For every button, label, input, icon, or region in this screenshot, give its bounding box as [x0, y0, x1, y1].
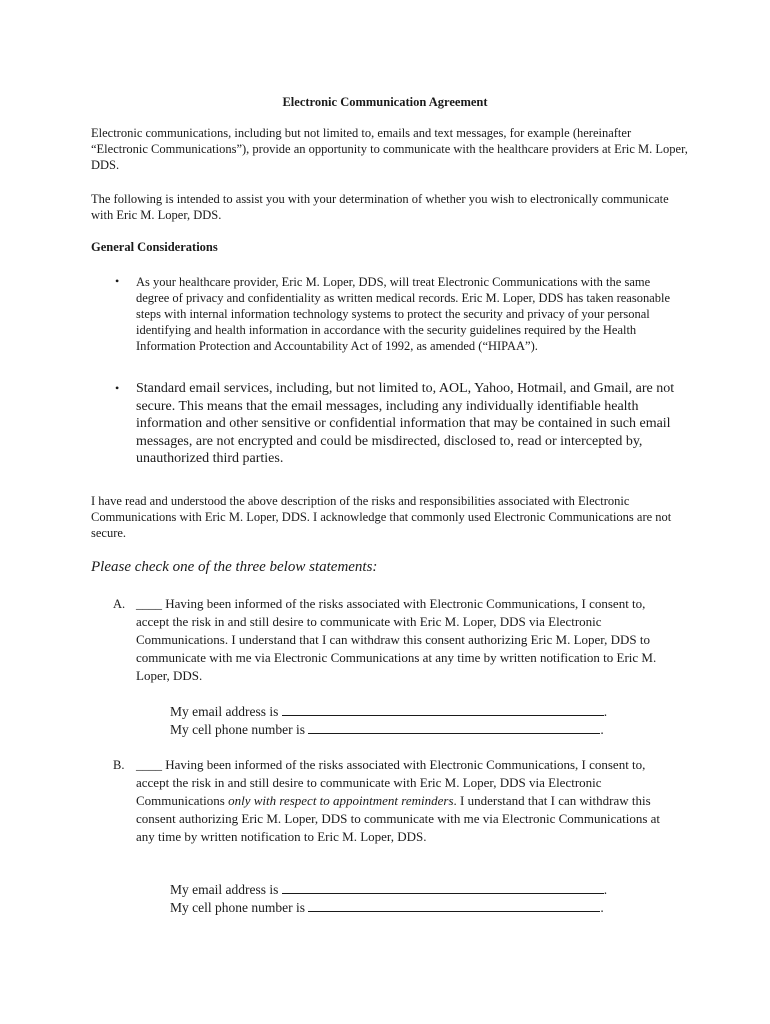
option-b-text-italic: only with respect to appointment reminders	[228, 793, 454, 808]
option-b-letter: B.	[113, 758, 125, 772]
option-b-phone-input[interactable]	[308, 898, 600, 912]
section-heading: General Considerations	[91, 240, 218, 254]
option-a-email-field	[170, 702, 607, 721]
option-a-phone-field	[170, 720, 604, 739]
option-b-email-label: My email address is	[170, 882, 279, 897]
field-period: .	[603, 882, 608, 897]
option-b-phone-label: My cell phone number is	[170, 900, 305, 915]
bullet-email-security: Standard email services, including, but not limited to, AOL, Yahoo, Hotmail, and Gmail, are not secure. This means that the email messages, including any individually identifiable health information and other sensitive or confidential information that may be contained in such email messages, are not encrypted and could be misdirected, disclosed to, read or intercepted by, unauthorized third parties.	[136, 381, 675, 466]
acknowledgment-paragraph: I have read and understood the above description of the risks and responsibilities associated with Electronic Communications with Eric M. Loper, DDS. I acknowledge that commonly used Electronic Communications are not secure.	[91, 494, 672, 540]
instruction-text: Please check one of the three below statements:	[91, 559, 378, 575]
bullet-dot: •	[115, 381, 120, 395]
purpose-paragraph: The following is intended to assist you with your determination of whether you wish to electronically communicate with Eric M. Loper, DDS.	[91, 192, 669, 222]
option-b-email-input[interactable]	[282, 880, 604, 894]
field-period: .	[600, 900, 604, 915]
option-a-checkbox-blank[interactable]: ____	[136, 596, 162, 611]
field-period: .	[603, 704, 608, 719]
option-a-phone-input[interactable]	[308, 720, 600, 734]
field-period: .	[600, 722, 604, 737]
option-a-phone-label: My cell phone number is	[170, 722, 305, 737]
option-a-statement	[136, 595, 676, 685]
option-b-email-field	[170, 880, 607, 899]
option-b-text-after: . I understand that I can withdraw this consent authorizing Eric M. Loper, DDS to communicate with me via Electronic Communications at any time by written notification to Eric M. Loper, DDS.	[136, 793, 661, 844]
option-a-text: Having been informed of the risks associated with Electronic Communications, I consent to, accept the risk in and still desire to communicate with Eric M. Loper, DDS via Electronic Communications. I understand that I can withdraw this consent authorizing Eric M. Loper, DDS to communicate with me via Electronic Communications at any time by written notification to Eric M. Loper, DDS.	[136, 596, 657, 683]
option-b-text: Having been informed of the risks associated with Electronic Communications, I consent to, accept the risk in and still desire to communicate with Eric M. Loper, DDS via Electronic Communications	[136, 757, 646, 808]
bullet-dot: •	[115, 274, 120, 288]
option-a-email-label: My email address is	[170, 704, 279, 719]
option-b-checkbox-blank[interactable]: ____	[136, 757, 162, 772]
option-a-email-input[interactable]	[282, 702, 604, 716]
option-b-statement	[136, 756, 676, 846]
document-title: Electronic Communication Agreement	[282, 95, 488, 109]
bullet-privacy: As your healthcare provider, Eric M. Loper, DDS, will treat Electronic Communications with the same degree of privacy and confidentiality as written medical records. Eric M. Loper, DDS has taken reasonable steps with internal information technology systems to protect the security and privacy of your personal identifying and health information in accordance with the security guidelines required by the Health Information Protection and Accountability Act of 1992, as amended (“HIPAA”).	[136, 275, 671, 353]
option-b-phone-field	[170, 898, 604, 917]
intro-paragraph: Electronic communications, including but not limited to, emails and text messages, for example (hereinafter “Electronic Communications”), provide an opportunity to communicate with the healthcare providers at Eric M. Loper, DDS.	[91, 126, 688, 172]
option-a-letter: A.	[113, 597, 126, 611]
